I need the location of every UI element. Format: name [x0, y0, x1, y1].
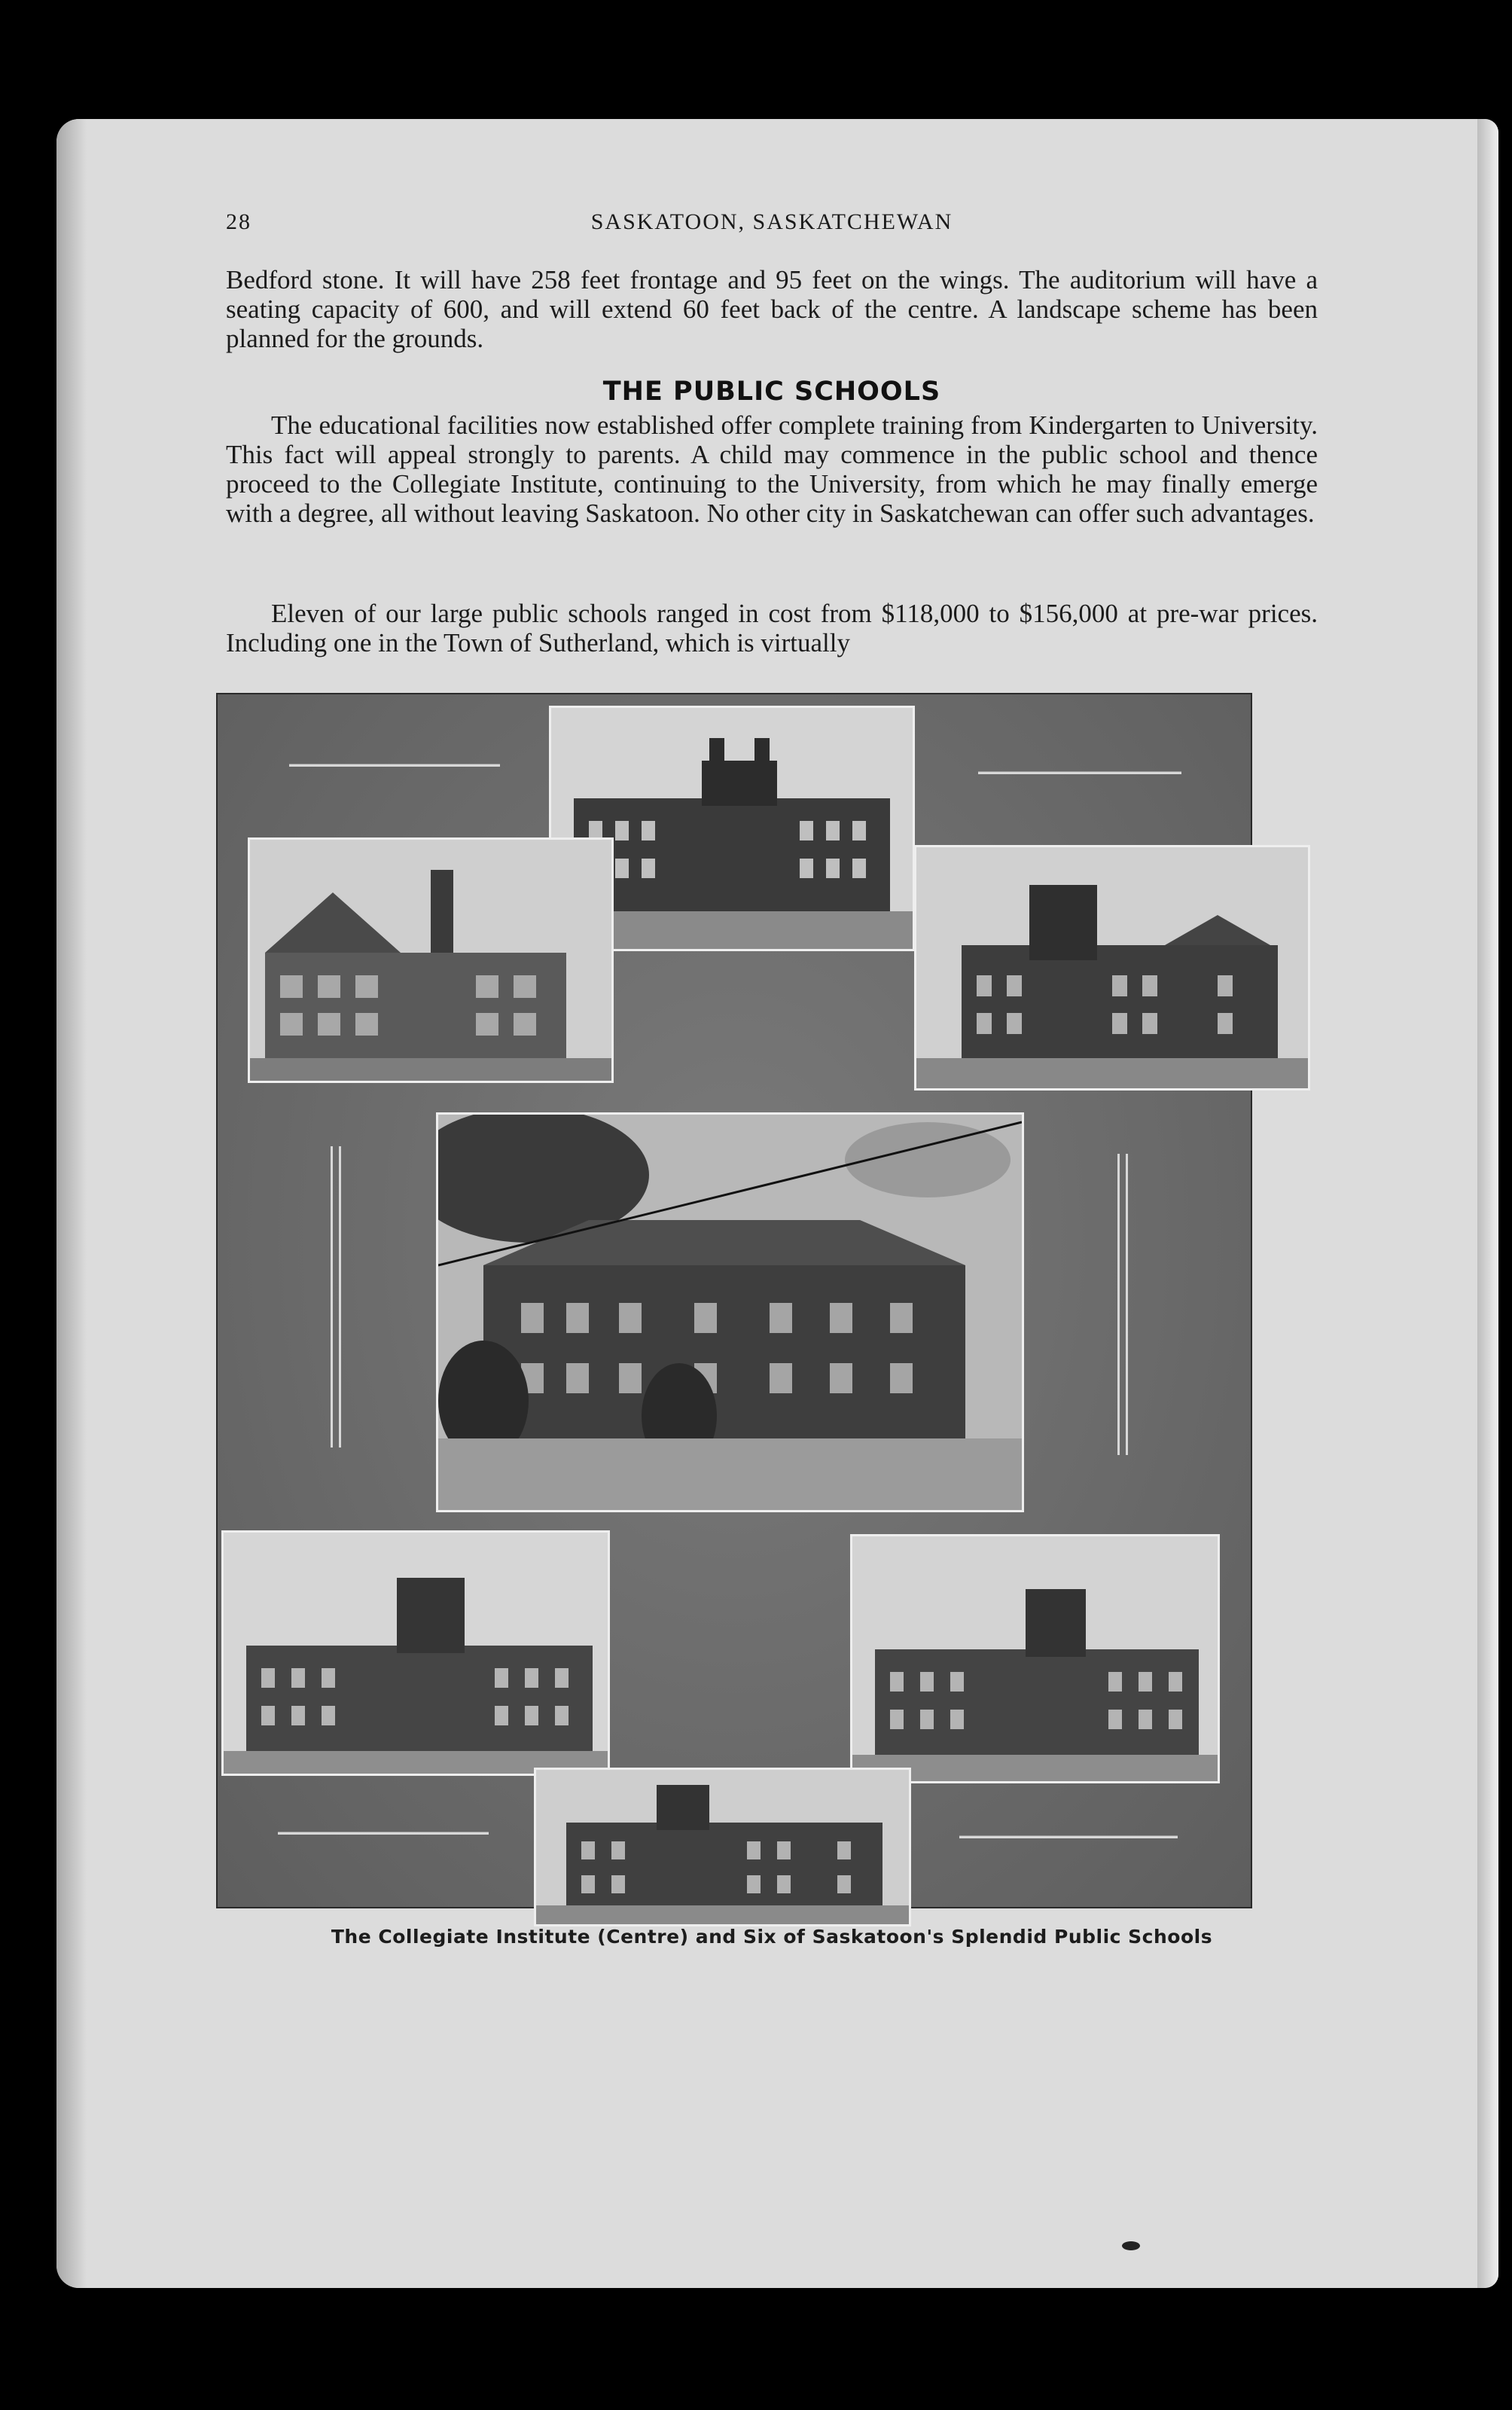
- paragraph-education: [226, 410, 1318, 528]
- school-photo: [914, 845, 1310, 1091]
- ornament-rule: [278, 1832, 489, 1835]
- ornament-rule-vertical: [331, 1146, 341, 1448]
- school-photo: [534, 1768, 911, 1926]
- page-gutter-shadow: [56, 119, 87, 2288]
- figure-caption: The Collegiate Institute (Centre) and Six of Saskatoon's Splendid Public Schools: [331, 1926, 1213, 1948]
- school-photo: [850, 1534, 1220, 1783]
- school-photo: [221, 1530, 610, 1776]
- collegiate-institute-photo: [436, 1112, 1024, 1512]
- ink-blot: [1122, 2241, 1140, 2250]
- section-heading: THE PUBLIC SCHOOLS: [602, 377, 941, 407]
- paragraph-continued: [226, 265, 1318, 353]
- page-edge: [1477, 119, 1498, 2288]
- ornament-rule: [978, 771, 1181, 774]
- school-photo: [248, 837, 614, 1083]
- page-number: 28: [226, 209, 251, 234]
- ornament-rule-vertical: [1117, 1154, 1128, 1455]
- photo-plate: [216, 693, 1252, 1908]
- ornament-rule: [959, 1835, 1178, 1838]
- paragraph-text: The educational facilities now established offer complete training from Kindergarten to University. This fact will appeal strongly to parents. A child may commence in the public school and thence proceed to the Collegiate Institute, continuing to the University, from which he may finally emerge with a degree, all without leaving Saskatoon. No other city in Saskatchewan can offer such advantages.: [226, 410, 1318, 528]
- paragraph-schools-cost: [226, 599, 1318, 657]
- paragraph-text: Eleven of our large public schools ranged in cost from $118,000 to $156,000 at pre-war prices. Including one in the Town of Sutherland, which is virtually: [226, 599, 1318, 657]
- page-header: [226, 209, 1318, 239]
- ornament-rule: [289, 764, 500, 767]
- paragraph-text: Bedford stone. It will have 258 feet frontage and 95 feet on the wings. The auditorium will have a seating capacity of 600, and will extend 60 feet back of the centre. A landscape scheme has been planned for the grounds.: [226, 265, 1318, 353]
- running-title: SASKATOON, SASKATCHEWAN: [590, 209, 953, 234]
